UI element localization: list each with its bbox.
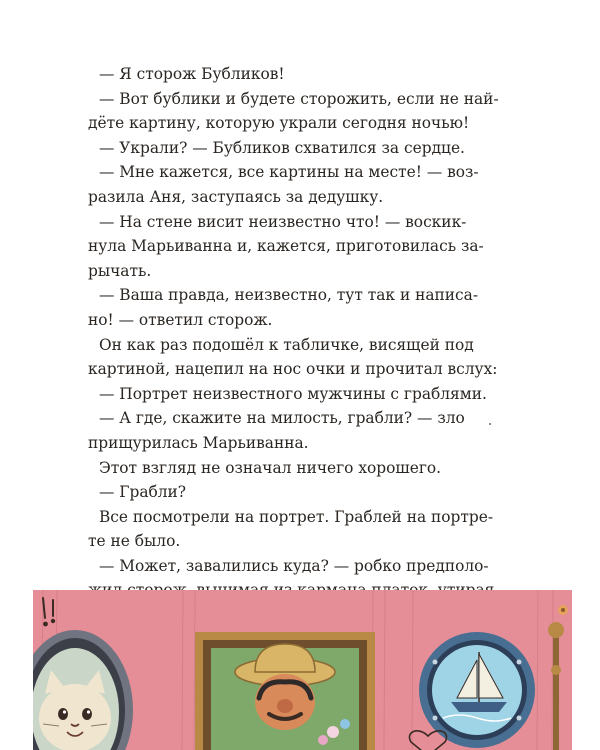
paragraph [88, 283, 512, 332]
text-line: — Украли? — Бубликов схватился за сердце. [99, 138, 465, 157]
text-line: — А где, скажите на милость, грабли? — зло [99, 409, 465, 428]
paragraph [88, 480, 512, 505]
gallery-illustration [33, 590, 572, 750]
text-line: — На стене висит неизвестно что! — воскик- [99, 212, 467, 231]
text-line: картиной, нацепил на нос очки и прочитал вслух: [88, 360, 498, 379]
text-line: — Грабли? [99, 483, 187, 502]
flower-icon [558, 605, 568, 615]
paragraph [88, 136, 512, 161]
text-line: рычать. [88, 261, 152, 280]
ink-speck [489, 423, 491, 425]
paragraph [88, 62, 512, 87]
text-line: Все посмотрели на портрет. Граблей на портре- [99, 507, 494, 526]
text-line: прищурилась Марьиванна. [88, 433, 309, 452]
text-line: дёте картину, которую украли сегодня ночью! [88, 114, 470, 133]
text-line: Этот взгляд не означал ничего хорошего. [99, 458, 442, 477]
story-text [88, 62, 512, 603]
text-line: Он как раз подошёл к табличке, висящей под [99, 335, 474, 354]
paragraph [88, 456, 512, 481]
man-face [255, 674, 315, 730]
text-line: разила Аня, заступаясь за дедушку. [88, 187, 384, 206]
paragraph [88, 210, 512, 284]
paragraph [88, 505, 512, 554]
text-line: — Может, завалились куда? — робко предполо- [99, 556, 489, 575]
text-line: те не было. [88, 532, 181, 551]
text-line: нула Марьиванна и, кажется, приготовилась за- [88, 237, 484, 256]
text-line: — Вот бублики и будете сторожить, если не най- [99, 89, 499, 108]
text-line: — Ваша правда, неизвестно, тут так и написа- [99, 286, 479, 305]
text-line: — Мне кажется, все картины на месте! — воз- [99, 163, 479, 182]
paragraph [88, 333, 512, 382]
paragraph [88, 160, 512, 209]
text-line: — Я сторож Бубликов! [99, 65, 285, 83]
paragraph [88, 87, 512, 136]
text-line: но! — ответил сторож. [88, 310, 273, 329]
paragraph [88, 406, 512, 455]
text-line: — Портрет неизвестного мужчины с граблями. [99, 384, 487, 403]
paragraph [88, 382, 512, 407]
man-portrait-frame [195, 632, 375, 750]
